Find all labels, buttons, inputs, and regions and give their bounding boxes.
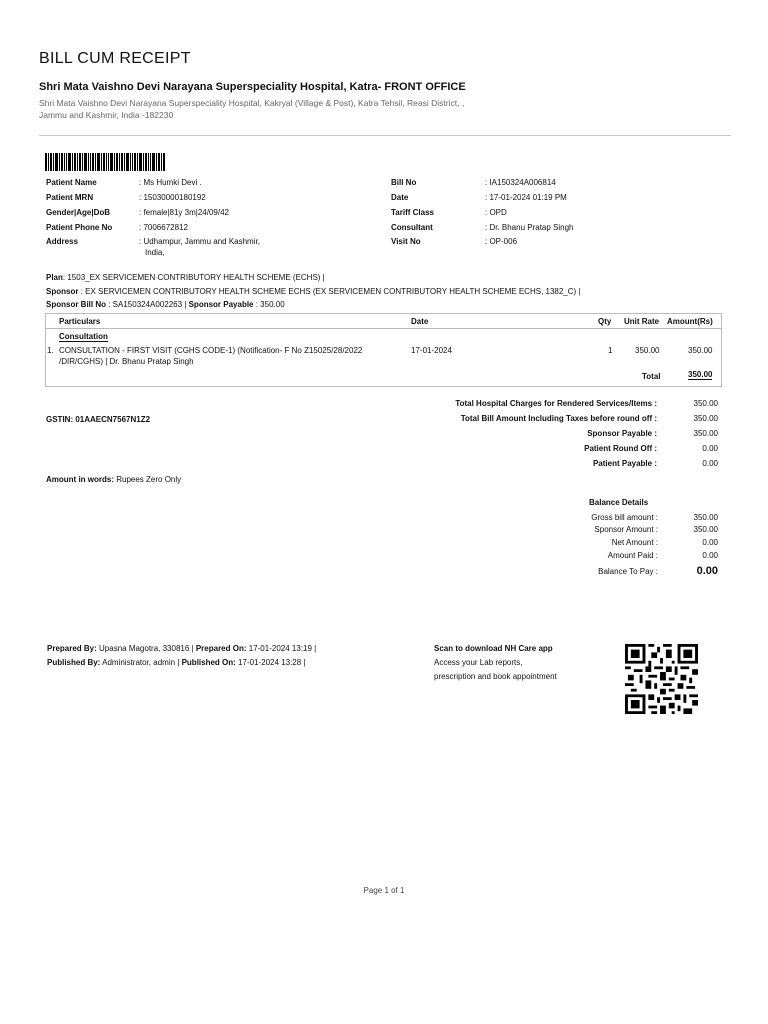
- group-consultation: Consultation: [59, 332, 108, 341]
- amount-in-words: [46, 475, 181, 484]
- summary-patient-payable-value: 0.00: [702, 459, 718, 468]
- row-qty: 1: [608, 346, 613, 355]
- prepared-on-label: Prepared On:: [195, 644, 247, 653]
- published-by: Administrator, admin |: [100, 658, 182, 667]
- patient-mrn: : 15030000180192: [139, 193, 206, 202]
- total-label: Total: [642, 372, 661, 381]
- patient-name: : Ms Humki Devi .: [139, 178, 202, 187]
- visit-no: : OP-006: [485, 237, 518, 246]
- consultant: : Dr. Bhanu Pratap Singh: [485, 223, 574, 232]
- patient-mrn-label: Patient MRN: [46, 193, 94, 202]
- patient-name-label: Patient Name: [46, 178, 97, 187]
- summary-patient-payable-label: Patient Payable :: [592, 459, 657, 468]
- gross-bill-value: 350.00: [693, 513, 718, 522]
- scan-title: Scan to download NH Care app: [434, 644, 553, 653]
- row-index: 1.: [47, 346, 54, 355]
- summary-hospital-charges-label: Total Hospital Charges for Rendered Services/Items :: [455, 399, 657, 408]
- prepared-by: Upasna Magotra, 330816 |: [96, 644, 196, 653]
- summary-sponsor-payable-label: Sponsor Payable :: [587, 429, 657, 438]
- amount-paid-label: Amount Paid :: [607, 551, 658, 560]
- header-date: Date: [411, 317, 429, 326]
- total-value: 350.00: [688, 370, 713, 379]
- patient-phone-label: Patient Phone No: [46, 223, 113, 232]
- sponsor-bill-line: [46, 300, 285, 309]
- gross-bill-label: Gross bill amount :: [591, 513, 658, 522]
- sponsor-amount-label: Sponsor Amount :: [594, 525, 658, 534]
- document-title: BILL CUM RECEIPT: [39, 50, 191, 67]
- address-line1: : Udhampur, Jammu and Kashmir,: [139, 237, 260, 246]
- summary-total-bill-label: Total Bill Amount Including Taxes before round off :: [460, 414, 657, 423]
- sponsor-label: Sponsor: [46, 287, 79, 296]
- summary-round-off-value: 0.00: [702, 444, 718, 453]
- published-on-label: Published On:: [181, 658, 236, 667]
- tariff-class: : OPD: [485, 208, 507, 217]
- published-by-label: Published By:: [47, 658, 101, 667]
- header-qty: Qty: [598, 317, 612, 326]
- row-description-line2: /DIR/CGHS) | Dr. Bhanu Pratap Singh: [59, 357, 194, 366]
- barcode-icon: [45, 153, 165, 171]
- row-unit-rate: 350.00: [635, 346, 660, 355]
- net-amount-value: 0.00: [702, 538, 718, 547]
- amount-paid-value: 0.00: [702, 551, 718, 560]
- visit-no-label: Visit No: [391, 237, 421, 246]
- sponsor-bill-value: : SA150324A002263 |: [106, 300, 189, 309]
- sponsor-value: : EX SERVICEMEN CONTRIBUTORY HEALTH SCHEME ECHS (EX SERVICEMEN CONTRIBUTORY HEALTH SCHEME ECHS, 1382_C) |: [78, 287, 581, 296]
- prepared-on: 17-01-2024 13:19 |: [246, 644, 317, 653]
- summary-hospital-charges-value: 350.00: [693, 399, 718, 408]
- tariff-class-label: Tariff Class: [391, 208, 434, 217]
- patient-phone: : 7006672812: [139, 223, 188, 232]
- balance-to-pay-label: Balance To Pay :: [598, 567, 658, 576]
- hospital-name: Shri Mata Vaishno Devi Narayana Superspeciality Hospital, Katra- FRONT OFFICE: [39, 81, 466, 93]
- prepared-line: [47, 644, 316, 653]
- gender-age-dob: : female|81y 3m|24/09/42: [139, 208, 229, 217]
- scan-line2: prescription and book appointment: [434, 672, 557, 681]
- sponsor-line: [46, 287, 581, 296]
- amount-in-words-label: Amount in words:: [46, 475, 114, 484]
- balance-details-title: Balance Details: [589, 498, 649, 507]
- sponsor-payable-label: Sponsor Payable: [188, 300, 254, 309]
- plan-value: : 1503_EX SERVICEMEN CONTRIBUTORY HEALTH SCHEME (ECHS) |: [62, 273, 325, 282]
- amount-in-words-value: Rupees Zero Only: [114, 475, 182, 484]
- hospital-address: Shri Mata Vaishno Devi Narayana Superspeciality Hospital, Kakryal (Village & Post), Katra Tehsil, Reasi District, , Jammu and Kashmir, India -182230: [39, 98, 465, 120]
- address-label: Address: [46, 237, 79, 246]
- scan-line1: Access your Lab reports,: [434, 658, 523, 667]
- summary-round-off-label: Patient Round Off :: [584, 444, 657, 453]
- row-amount: 350.00: [688, 346, 713, 355]
- header-unit-rate: Unit Rate: [624, 317, 660, 326]
- qr-code-icon[interactable]: [625, 644, 698, 714]
- prepared-by-label: Prepared By:: [47, 644, 97, 653]
- summary-total-bill-value: 350.00: [693, 414, 718, 423]
- row-date: 17-01-2024: [411, 346, 452, 355]
- sponsor-amount-value: 350.00: [693, 525, 718, 534]
- row-description-line1: CONSULTATION - FIRST VISIT (CGHS CODE-1) (Notification- F No Z15025/28/2022: [59, 346, 363, 355]
- published-on: 17-01-2024 13:28 |: [235, 658, 306, 667]
- bill-date-label: Date: [391, 193, 409, 202]
- bill-no-label: Bill No: [391, 178, 417, 187]
- address-line2: India,: [145, 248, 165, 257]
- page-number: Page 1 of 1: [363, 886, 405, 895]
- balance-to-pay-value: 0.00: [696, 565, 718, 577]
- gstin: GSTIN: 01AAECN7567N1Z2: [46, 415, 151, 424]
- plan-label: Plan: [46, 273, 63, 282]
- sponsor-bill-label: Sponsor Bill No: [46, 300, 106, 309]
- consultant-label: Consultant: [391, 223, 433, 232]
- bill-date: : 17-01-2024 01:19 PM: [485, 193, 567, 202]
- published-line: [47, 658, 306, 667]
- table-header-divider: [45, 328, 722, 329]
- bill-no: : IA150324A006814: [485, 178, 556, 187]
- net-amount-label: Net Amount :: [611, 538, 658, 547]
- summary-sponsor-payable-value: 350.00: [693, 429, 718, 438]
- header-amount: Amount(Rs): [667, 317, 713, 326]
- sponsor-payable-value: : 350.00: [253, 300, 285, 309]
- plan-line: [46, 273, 325, 282]
- header-divider: [39, 135, 731, 136]
- gender-age-dob-label: Gender|Age|DoB: [46, 208, 111, 217]
- header-particulars: Particulars: [59, 317, 101, 326]
